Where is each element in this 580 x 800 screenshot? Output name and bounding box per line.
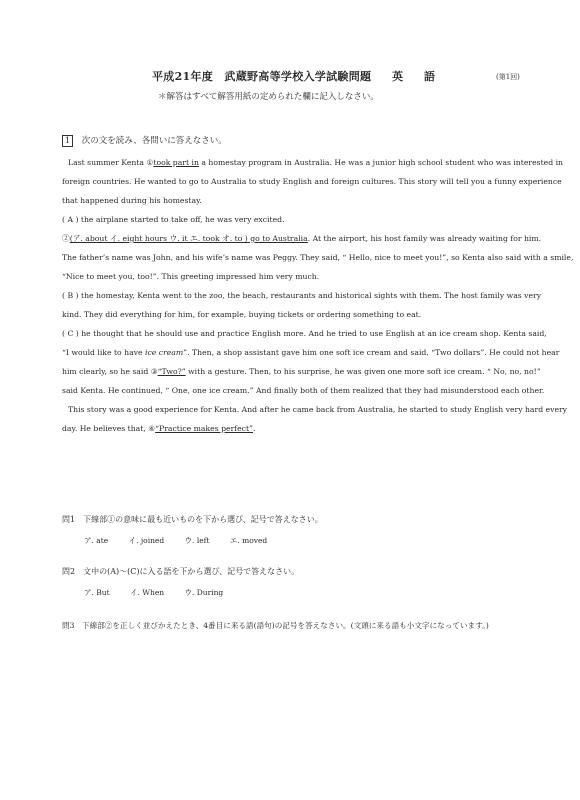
passage-line: ( B ) the homestay, Kenta went to the zoo, the beach, restaurants and historical sights with them. The host family was very [62, 291, 542, 300]
choice: イ. joined [128, 536, 165, 545]
choice: ア. ate [84, 536, 109, 545]
exam-title: 平成21年度 武蔵野高等学校入学試験問題 [152, 70, 372, 83]
reading-passage [62, 132, 574, 438]
exam-subject: 英 語 [392, 70, 440, 83]
question-label: 問2 文中の(A)～(C)に入る語を下から選び、記号で答えなさい。 [62, 567, 300, 576]
passage-line: him clearly, so he said ③“Two?” with a gesture. Then, to his surprise, he was given one more soft ice cream. “ No, no, no!” [62, 367, 541, 376]
passage-line: kind. They did everything for him, for example, buying tickets or ordering something to eat. [62, 310, 422, 319]
exam-header [0, 68, 580, 102]
choice: ウ. During [184, 588, 224, 597]
passage-line: ( A ) the airplane started to take off, he was very excited. [62, 215, 285, 224]
passage-line: The father’s name was John, and his wife’s name was Peggy. They said, “ Hello, nice to meet you!”, so Kenta also said with a smile, [62, 253, 574, 262]
section-heading [62, 132, 524, 151]
choice: ウ. left [184, 536, 210, 545]
choice-list [62, 535, 532, 546]
choice: エ. moved [229, 536, 268, 545]
passage-line: said Kenta. He continued, “ One, one ice cream.” And finally both of them realized that they had misunderstood each other. [62, 386, 545, 395]
choice: ア. But [84, 588, 110, 597]
question-1 [62, 514, 532, 546]
passage-line: that happened during his homestay. [62, 196, 202, 205]
question-3 [62, 620, 532, 631]
passage-line: ( C ) he thought that he should use and practice English more. And he tried to use English at an ice cream shop. Kenta said, [62, 329, 547, 338]
passage-line: “Nice to meet you, too!”. This greeting impressed him very much. [62, 272, 320, 281]
choice: イ. When [130, 588, 165, 597]
section-instruction: 次の文を読み、各問いに答えなさい。 [81, 136, 227, 146]
passage-line: This story was a good experience for Kenta. And after he came back from Australia, he started to study English very hard every [68, 405, 568, 414]
passage-line: “I would like to have ice cream”. Then, a shop assistant gave him one soft ice cream and said, “Two dollars”. He could not hear [62, 348, 560, 357]
passage-line-underlined: ②(ア. about イ. eight hours ウ. it エ. took オ. to ) go to Australia. At the airport, his host family was already waiting for him. [62, 234, 542, 243]
passage-line: Last summer Kenta ①took part in a homestay program in Australia. He was a junior high school student who was interested in [68, 158, 563, 167]
question-label: 問3 下線部②を正しく並びかえたとき、4番目に来る語(語句)の記号を答えなさい。(文頭に来る語も小文字になっています。) [62, 621, 489, 630]
passage-line: foreign countries. He wanted to go to Australia to study English and foreign cultures. This story will tell you a funny experience [62, 177, 562, 186]
question-2 [62, 566, 532, 598]
section-number: 1 [62, 135, 73, 147]
exam-instruction-note: ＊解答はすべて解答用紙の定められた欄に記入しなさい。 [158, 92, 379, 102]
choice-list [62, 587, 532, 598]
question-label: 問1 下線部①の意味に最も近いものを下から選び、記号で答えなさい。 [62, 515, 323, 524]
question-list [62, 514, 532, 631]
exam-round: (第1回) [496, 73, 520, 81]
passage-line: day. He believes that, ④“Practice makes perfect”. [62, 424, 256, 433]
